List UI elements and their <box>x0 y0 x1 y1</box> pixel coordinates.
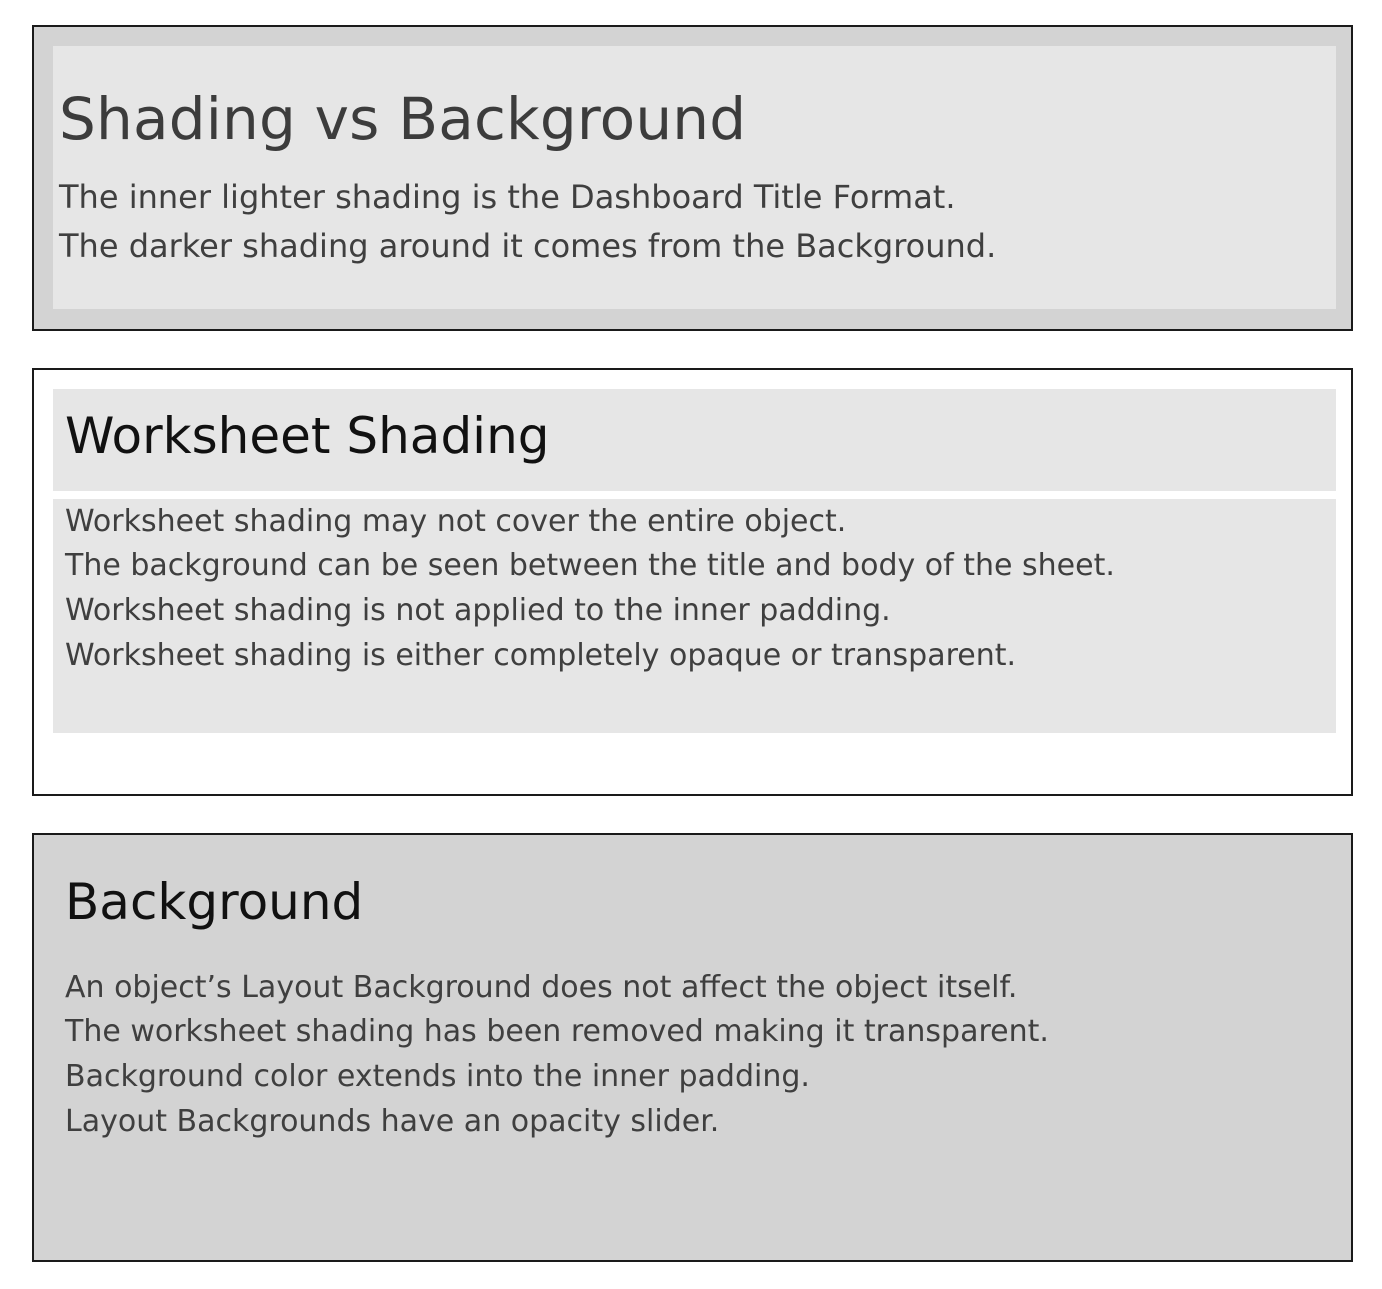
background-panel <box>32 833 1353 1262</box>
panel-text-line: Background color extends into the inner padding. <box>65 1059 810 1094</box>
worksheet-shading-panel <box>32 368 1353 796</box>
panel-text-line: The background can be seen between the title and body of the sheet. <box>65 548 1115 583</box>
panel-text-line: Worksheet shading is either completely opaque or transparent. <box>65 638 1017 673</box>
panel-text-line: Layout Backgrounds have an opacity slider. <box>65 1104 720 1139</box>
panel-title: Background <box>65 873 364 931</box>
dashboard-title-shading <box>53 46 1336 309</box>
panel-title: Shading vs Background <box>59 85 747 153</box>
panel-text-line: Worksheet shading is not applied to the inner padding. <box>65 593 891 628</box>
panel-text-line: Worksheet shading may not cover the entire object. <box>65 504 847 539</box>
shading-vs-background-panel <box>32 25 1353 331</box>
panel-text-line: The inner lighter shading is the Dashboard Title Format. <box>59 178 956 216</box>
panel-title: Worksheet Shading <box>65 407 550 465</box>
panel-text-line: An object’s Layout Background does not affect the object itself. <box>65 970 1018 1005</box>
worksheet-title-area <box>53 389 1336 491</box>
worksheet-body-area <box>53 499 1336 733</box>
panel-text-line: The worksheet shading has been removed making it transparent. <box>65 1014 1049 1049</box>
panel-text-line: The darker shading around it comes from the Background. <box>59 227 997 265</box>
